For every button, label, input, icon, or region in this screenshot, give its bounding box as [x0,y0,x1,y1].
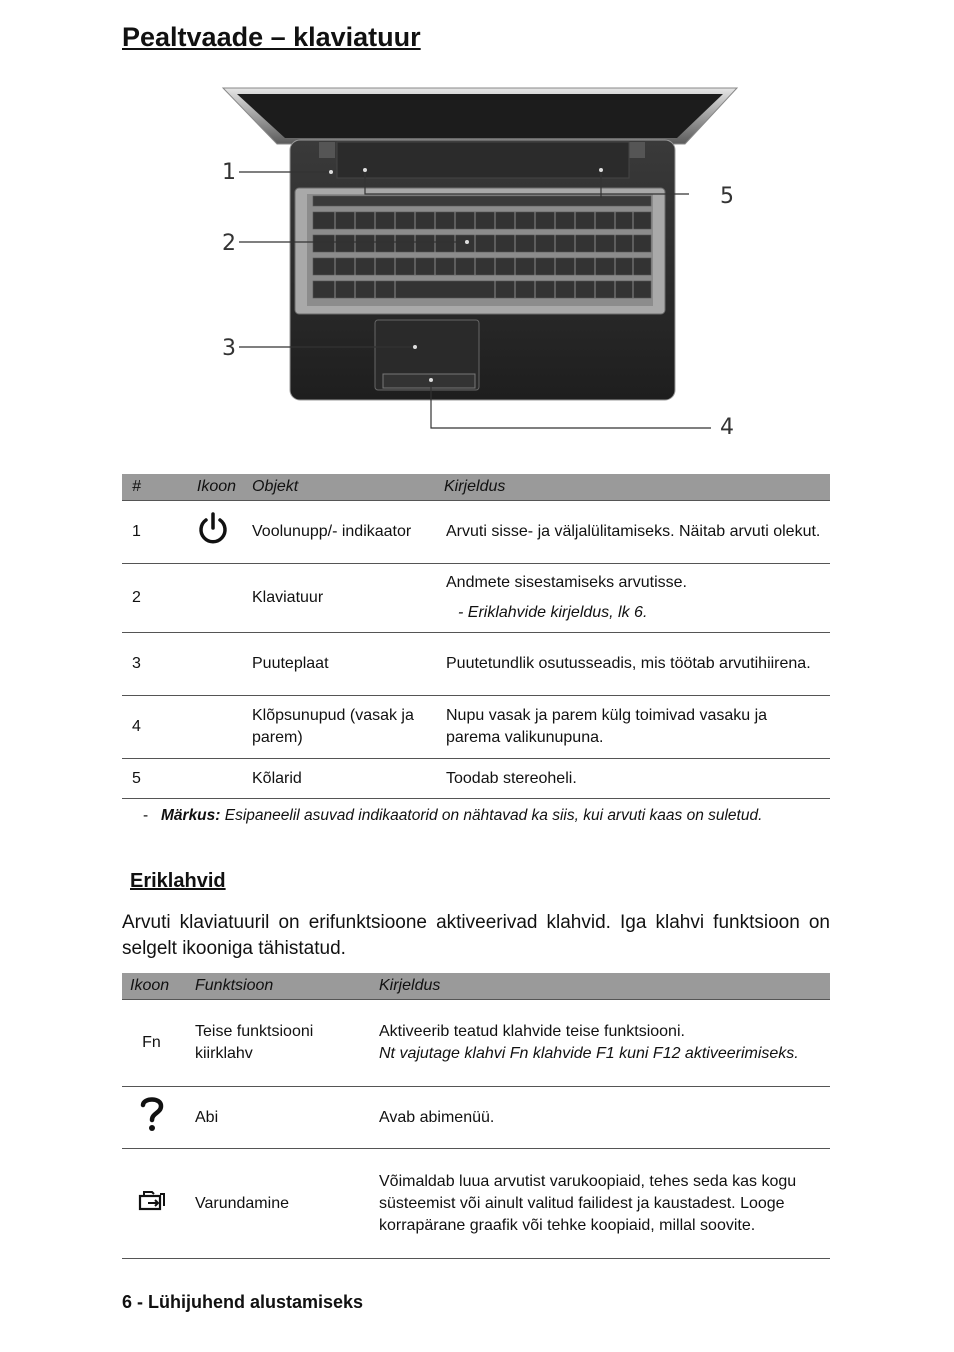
table-row [122,1149,830,1259]
callout-2: 2 [222,231,236,256]
row-object: Voolunupp/- indikaator [245,501,439,564]
header-function: Funktsioon [188,973,372,1000]
callout-4: 4 [720,415,734,440]
row-object: Puuteplaat [245,633,439,696]
callout-3: 3 [222,336,236,361]
header-object: Objekt [245,474,439,501]
special-keys-table [122,973,830,1259]
row-description-reference: - Eriklahvide kirjeldus, lk 6. [458,604,648,621]
table-row [122,1000,830,1087]
row-description-example: Nt vajutage klahvi Fn klahvide F1 kuni F12 aktiveerimiseks. [379,1045,799,1062]
table-row [122,501,830,564]
power-icon [181,501,245,564]
backup-icon-graphic [138,1188,166,1212]
table-row [122,696,830,759]
row-object: Klaviatuur [245,564,439,633]
row-object: Klõpsunupud (vasak ja parem) [245,696,439,759]
row-description: Avab abimenüü. [372,1087,830,1149]
note-body [140,804,830,827]
help-question-icon [122,1087,188,1149]
row-description: Puutetundlik osutusseadis, mis töötab arvutihiirena. [439,633,830,696]
intro-paragraph: Arvuti klaviatuuril on erifunktsioone aktiveerivad klahvid. Iga klahvi funktsioon on selgelt ikooniga tähistatud. [122,912,830,959]
row-description: Arvuti sisse- ja väljalülitamiseks. Näitab arvuti olekut. [439,501,830,564]
row-num: 2 [122,564,181,633]
page-title: Pealtvaade – klaviatuur [122,22,421,52]
note-label: Märkus: [161,807,221,824]
row-description: Aktiveerib teatud klahvide teise funktsiooni. [379,1023,685,1040]
row-num: 3 [122,633,181,696]
table-row [122,759,830,799]
row-function: Teise funktsiooni kiirklahv [188,1000,372,1087]
row-function: Varundamine [188,1149,372,1259]
section-title: Eriklahvid [130,870,226,892]
header-icon: Ikoon [181,474,245,501]
callout-5: 5 [720,184,734,209]
row-object: Kõlarid [245,759,439,799]
page-footer: 6 - Lühijuhend alustamiseks [122,1292,364,1312]
special-keys-table-header [122,973,830,1000]
note-dash: - [143,807,149,824]
row-description: Võimaldab luua arvutist varukoopiaid, tehes seda kas kogu süsteemist või ainult valitud failidest ja kaustadest. Looge korrapärane graafik või tehke koopiaid, millal soovite. [372,1149,830,1259]
row-description: Toodab stereoheli. [439,759,830,799]
backup-icon [122,1149,188,1259]
row-num: 5 [122,759,181,799]
parts-table [122,474,830,799]
help-question-icon-graphic [139,1095,165,1133]
parts-table-header [122,474,830,501]
header-description: Kirjeldus [372,973,830,1000]
header-num: # [122,474,181,501]
header-description: Kirjeldus [439,474,830,501]
laptop-top-view-figure [215,82,745,442]
row-num: 1 [122,501,181,564]
table-row [122,564,830,633]
table-row [122,1087,830,1149]
note [140,804,830,827]
row-num: 4 [122,696,181,759]
fn-key-label: Fn [122,1000,188,1087]
note-text: Esipaneelil asuvad indikaatorid on nähtavad ka siis, kui arvuti kaas on suletud. [224,807,763,824]
power-icon-graphic [195,511,231,547]
row-description: Nupu vasak ja parem külg toimivad vasaku ja parema valikunupuna. [439,696,830,759]
row-description-cell [372,1000,830,1087]
row-description: Andmete sisestamiseks arvutisse. [446,574,687,591]
row-description-cell [439,564,830,633]
callout-1: 1 [222,160,236,185]
table-row [122,633,830,696]
row-function: Abi [188,1087,372,1149]
header-icon: Ikoon [122,973,188,1000]
